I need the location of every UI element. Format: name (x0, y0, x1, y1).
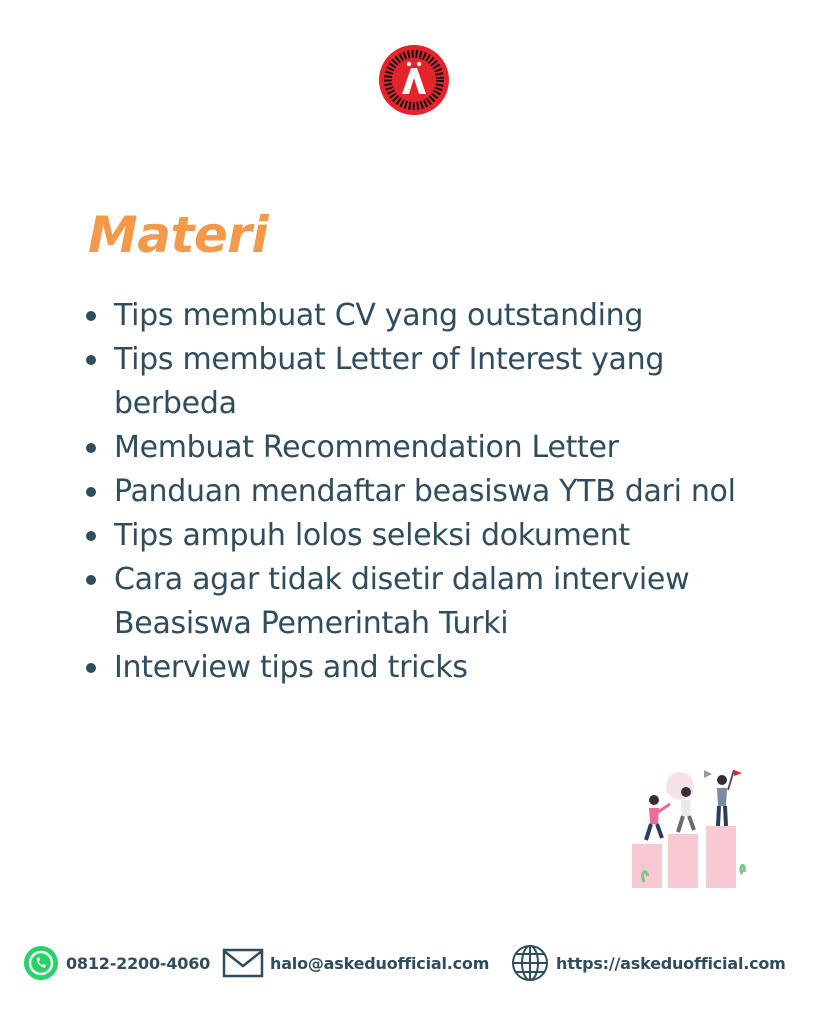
website-url: https://askeduofficial.com (556, 953, 786, 973)
logo (378, 44, 450, 116)
materi-list (86, 294, 766, 690)
list-item: Cara agar tidak disetir dalam interview Beasiswa Pemerintah Turki (86, 558, 766, 646)
footer (0, 940, 819, 990)
mail-icon (222, 947, 264, 979)
list-item: Tips ampuh lolos seleksi dokument (86, 514, 766, 558)
email-address: halo@askeduofficial.com (270, 953, 490, 973)
list-item: Panduan mendaftar beasiswa YTB dari nol (86, 470, 766, 514)
globe-icon (510, 943, 550, 983)
phone-contact[interactable] (22, 940, 210, 986)
email-contact[interactable] (222, 940, 489, 986)
list-item: Interview tips and tricks (86, 646, 766, 690)
phone-number: 0812-2200-4060 (66, 953, 211, 973)
team-climbing-illustration (624, 764, 754, 888)
page-title: Materi (88, 206, 269, 264)
list-item: Membuat Recommendation Letter (86, 426, 766, 470)
whatsapp-icon (22, 944, 60, 982)
list-item: Tips membuat CV yang outstanding (86, 294, 766, 338)
website-contact[interactable] (510, 940, 786, 986)
list-item: Tips membuat Letter of Interest yang berbeda (86, 338, 766, 426)
